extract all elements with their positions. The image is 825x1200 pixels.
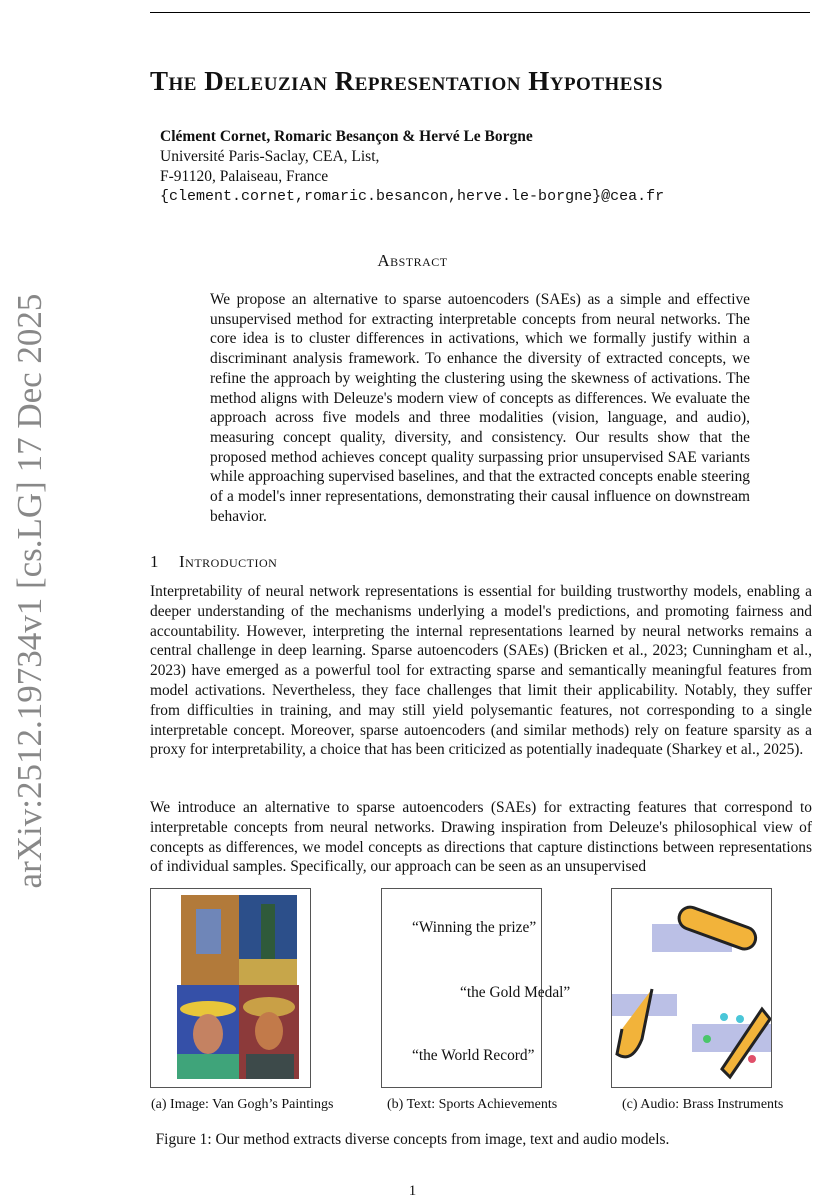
text-example: “the World Record” xyxy=(412,1047,535,1064)
section-number: 1 xyxy=(150,552,159,571)
author-names: Clément Cornet, Romaric Besançon & Hervé Le Borgne xyxy=(160,128,533,145)
body-paragraph: We introduce an alternative to sparse autoencoders (SAEs) for extracting features that correspond to interpretable concepts from neural networks. Drawing inspiration from Deleuze's philosophical view of concepts as differences, we model concepts as directions that capture distinctions between representations of individual samples. Specifically, our approach can be seen as an unsupervised xyxy=(150,799,812,876)
figure-panel-text xyxy=(381,888,571,1088)
van-gogh-paintings-collage xyxy=(151,889,310,1087)
brass-instruments-illustration xyxy=(612,889,771,1087)
figure-caption: Figure 1: Our method extracts diverse concepts from image, text and audio models. xyxy=(155,1131,670,1148)
section-heading xyxy=(150,552,277,572)
author-block xyxy=(160,127,664,207)
subcaption-b: (b) Text: Sports Achievements xyxy=(387,1097,558,1112)
paper-title: The Deleuzian Representation Hypothesis xyxy=(150,66,663,96)
text-example: “the Gold Medal” xyxy=(460,984,571,1001)
subcaption-a: (a) Image: Van Gogh’s Paintings xyxy=(151,1097,334,1112)
abstract-heading: Abstract xyxy=(377,251,448,270)
arxiv-watermark: arXiv:2512.19734v1 [cs.LG] 17 Dec 2025 xyxy=(10,293,49,889)
abstract-text: We propose an alternative to sparse autoencoders (SAEs) as a simple and effective unsupervised method for extracting interpretable concepts from neural networks. The core idea is to cluster differences in activations, which we formally justify within a discriminant analysis framework. To enhance the diversity of extracted concepts, we refine the approach by weighting the clustering using the skewness of activations. The method aligns with Deleuze's modern view of concepts as differences. We evaluate the approach across five models and three modalities (vision, language, and audio), measuring concept quality, diversity, and consistency. Our results show that the proposed method achieves concept quality surpassing prior unsupervised SAE variants while approaching supervised baselines, and that the extracted concepts enable steering of a model's inner representations, demonstrating their causal influence on downstream behavior. xyxy=(210,291,750,525)
subcaption-c: (c) Audio: Brass Instruments xyxy=(622,1097,784,1112)
page-number: 1 xyxy=(408,1183,417,1199)
body-paragraph: Interpretability of neural network representations is essential for building trustworthy models, enabling a deeper understanding of the mechanisms underlying a model's predictions, and promoting fairness and accountability. However, interpreting the internal representations learned by neural networks remains a central challenge in deep learning. Sparse autoencoders (SAEs) (Bricken et al., 2023; Cunningham et al., 2023) have emerged as a powerful tool for extracting sparse and semantically meaningful features from model activations. Nevertheless, they face challenges that limit their applicability. Notably, they suffer from difficulties in training, and may still yield polysemantic features, not corresponding to a single interpretable concept. Moreover, sparse autoencoders (and similar methods) rely on feature sparsity as a proxy for interpretability, a choice that has been criticized as potentially inadequate (Sharkey et al., 2025). xyxy=(150,583,812,759)
figure-panel-image xyxy=(150,888,311,1088)
text-example: “Winning the prize” xyxy=(412,919,537,936)
author-emails: {clement.cornet,romaric.besancon,herve.le-borgne}@cea.fr xyxy=(160,188,665,205)
affiliation-address: F-91120, Palaiseau, France xyxy=(160,168,329,185)
figure-panel-audio xyxy=(611,888,772,1088)
header-rule xyxy=(150,12,810,13)
section-title: Introduction xyxy=(179,552,278,571)
affiliation: Université Paris-Saclay, CEA, List, xyxy=(160,148,380,165)
